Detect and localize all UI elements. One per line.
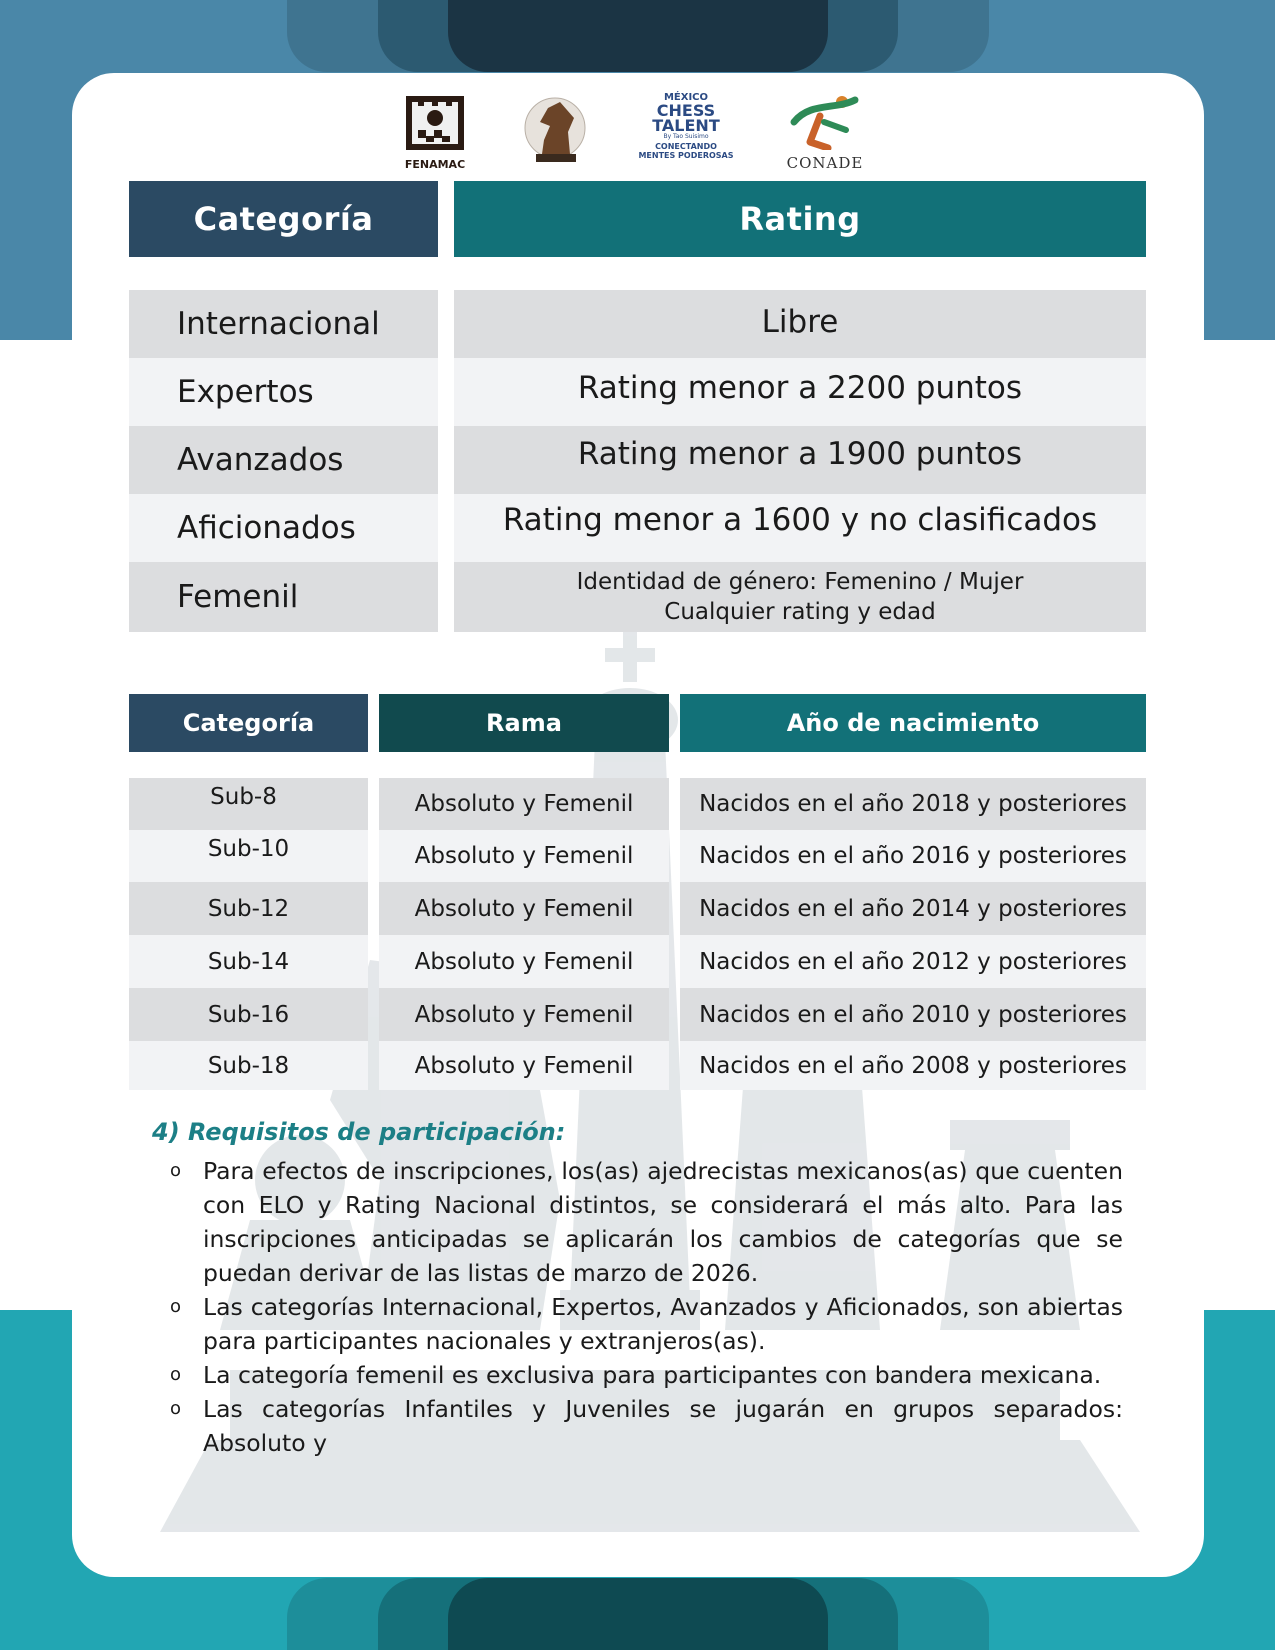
association-logo	[520, 92, 590, 170]
table2-cell-category: Sub-8	[129, 778, 368, 830]
table2-cell-branch: Absoluto y Femenil	[379, 778, 669, 830]
bullet-mark: o	[170, 1160, 182, 1181]
table2-cell-branch: Absoluto y Femenil	[379, 988, 669, 1041]
table2-header-branch: Rama	[379, 694, 669, 752]
table2-cell-branch: Absoluto y Femenil	[379, 935, 669, 988]
table2-header-year: Año de nacimiento	[680, 694, 1146, 752]
bullet-mark: o	[170, 1296, 182, 1317]
bullet-mark: o	[170, 1364, 182, 1385]
table2-cell-year: Nacidos en el año 2014 y posteriores	[680, 882, 1146, 935]
chess-talent-country: MÉXICO	[663, 92, 709, 103]
list-item-text: Las categorías Infantiles y Juveniles se jugarán en grupos separados: Absoluto y	[203, 1395, 1123, 1457]
conade-logo	[780, 92, 870, 170]
list-item	[170, 1154, 1123, 1290]
list-item-text: Las categorías Internacional, Expertos, Avanzados y Aficionados, son abiertas para participantes nacionales y extranjeros(as).	[203, 1293, 1123, 1355]
rating-line-1: Identidad de género: Femenino / Mujer	[576, 569, 1024, 595]
table2-cell-category: Sub-14	[129, 935, 368, 988]
table2-cell-year: Nacidos en el año 2016 y posteriores	[680, 830, 1146, 882]
table1-row-category: Avanzados	[129, 426, 438, 494]
table1-row-category: Internacional	[129, 290, 438, 358]
table1-header-category: Categoría	[129, 181, 438, 257]
sponsor-logos	[400, 92, 880, 172]
bullet-mark: o	[170, 1398, 182, 1419]
fenamac-logo	[404, 92, 466, 170]
conade-label: CONADE	[786, 154, 864, 172]
chess-talent-tag-2: MENTES PODEROSAS	[638, 151, 734, 160]
table2-cell-year: Nacidos en el año 2008 y posteriores	[680, 1041, 1146, 1090]
list-item-text: Para efectos de inscripciones, los(as) ajedrecistas mexicanos(as) que cuenten con ELO y Rating Nacional distintos, se considerará el más alto. Para las inscripciones anticipadas se aplicarán los cambios de categorías que se puedan derivar de las listas de marzo de 2026.	[203, 1157, 1123, 1287]
table1-row-rating: Rating menor a 1900 puntos	[454, 426, 1146, 494]
table1-row-rating: Libre	[454, 290, 1146, 358]
table1-header-rating: Rating	[454, 181, 1146, 257]
list-item-text: La categoría femenil es exclusiva para participantes con bandera mexicana.	[203, 1361, 1102, 1389]
table2-cell-category: Sub-12	[129, 882, 368, 935]
mexico-chess-talent-logo	[636, 92, 736, 170]
fenamac-emblem-icon	[404, 92, 466, 152]
table2-cell-year: Nacidos en el año 2010 y posteriores	[680, 988, 1146, 1041]
table1-row-category: Aficionados	[129, 494, 438, 562]
chess-talent-by: By Tao Suisimo	[663, 133, 709, 140]
table1-row-rating	[454, 562, 1146, 632]
conade-runner-icon	[780, 92, 870, 150]
table2-cell-branch: Absoluto y Femenil	[379, 882, 669, 935]
chess-talent-name-2: TALENT	[652, 116, 720, 135]
rating-line-2: Cualquier rating y edad	[664, 599, 936, 625]
table2-cell-year: Nacidos en el año 2012 y posteriores	[680, 935, 1146, 988]
chess-talent-tag-1: CONECTANDO	[655, 142, 717, 151]
table1-row-category: Expertos	[129, 358, 438, 426]
table1-row-category: Femenil	[129, 562, 438, 632]
table2-cell-category: Sub-18	[129, 1041, 368, 1090]
table2-cell-category: Sub-16	[129, 988, 368, 1041]
table1-row-rating: Rating menor a 1600 y no clasificados	[454, 494, 1146, 562]
chess-talent-name-1: CHESS	[656, 101, 716, 120]
table2-header-category: Categoría	[129, 694, 368, 752]
requirements-title: 4) Requisitos de participación:	[152, 1118, 566, 1146]
fenamac-label: FENAMAC	[404, 158, 466, 171]
table2-cell-category: Sub-10	[129, 830, 368, 882]
table1-row-rating: Rating menor a 2200 puntos	[454, 358, 1146, 426]
knight-emblem-icon	[520, 92, 590, 170]
table2-cell-branch: Absoluto y Femenil	[379, 830, 669, 882]
table2-cell-year: Nacidos en el año 2018 y posteriores	[680, 778, 1146, 830]
requirements-list	[170, 1154, 1123, 1460]
list-item	[170, 1358, 1123, 1392]
list-item	[170, 1392, 1123, 1460]
list-item	[170, 1290, 1123, 1358]
table2-cell-branch: Absoluto y Femenil	[379, 1041, 669, 1090]
